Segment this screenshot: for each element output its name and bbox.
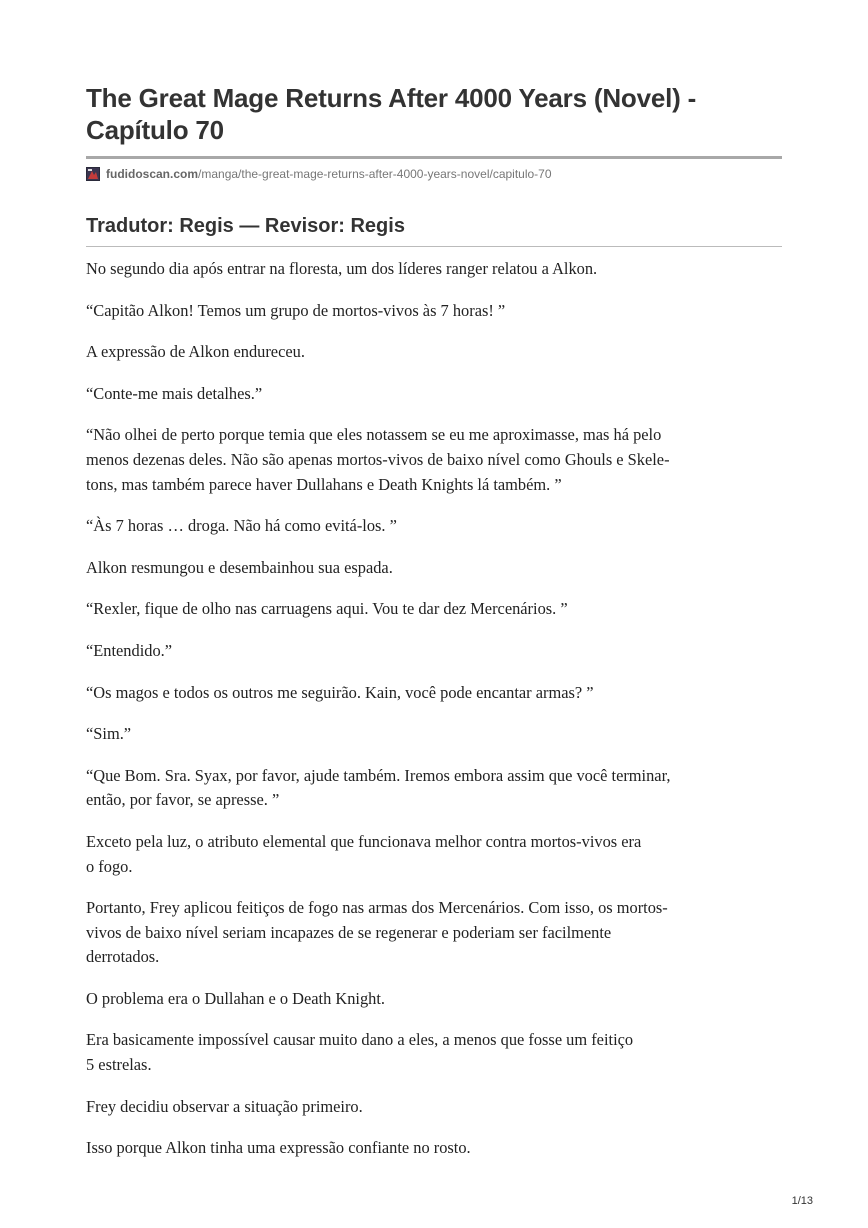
paragraph: “Não olhei de perto porque temia que eles notassem se eu me aproximasse, mas há pelo menos dezenas deles. Não são apenas mortos-vivos de baixo nível como Ghouls e Skele- tons, mas também parece haver Dullahans e Death Knights lá também. ” [86,425,670,494]
paragraph: “Às 7 horas … droga. Não há como evitá-los. ” [86,516,397,536]
page-number: 1/13 [791,1195,813,1207]
title-divider [86,156,782,159]
paragraph: “Capitão Alkon! Temos um grupo de mortos-vivos às 7 horas! ” [86,300,506,320]
paragraph: O problema era o Dullahan e o Death Knight. [86,988,386,1008]
heading-divider [86,246,782,247]
source-domain[interactable]: fudidoscan.com [106,167,199,181]
paragraph: Portanto, Frey aplicou feitiços de fogo nas armas dos Mercenários. Com isso, os mortos- vivos de baixo nível seriam incapazes de se regenerar e poderiam ser facilmente derrotados. [86,898,668,967]
page-title [86,82,782,146]
title-line-1: The Great Mage Returns After 4000 Years (Novel) - [86,83,697,113]
paragraph: Era basicamente impossível causar muito dano a eles, a menos que fosse um feitiço 5 estrelas. [86,1030,634,1075]
paragraph: “Entendido.” [86,640,173,660]
paragraph: A expressão de Alkon endureceu. [86,342,305,362]
section-heading: Tradutor: Regis — Revisor: Regis [86,215,405,237]
paragraph: No segundo dia após entrar na floresta, um dos líderes ranger relatou a Alkon. [86,259,598,278]
paragraph: “Rexler, fique de olho nas carruagens aqui. Vou te dar dez Mercenários. ” [86,599,568,619]
paragraph: “Conte-me mais detalhes.” [86,383,263,403]
paragraph: Alkon resmungou e desembainhou sua espada. [86,557,393,577]
paragraph: “Sim.” [86,724,132,744]
paragraph: Isso porque Alkon tinha uma expressão confiante no rosto. [86,1138,471,1158]
document-page [86,0,782,1178]
paragraph: “Os magos e todos os outros me seguirão. Kain, você pode encantar armas? ” [86,682,594,702]
paragraph: “Que Bom. Sra. Syax, por favor, ajude também. Iremos embora assim que você terminar, então, por favor, se apresse. ” [86,765,671,810]
source-url[interactable] [86,166,782,182]
title-line-2: Capítulo 70 [86,115,224,145]
source-path[interactable]: /manga/the-great-mage-returns-after-4000-years-novel/capitulo-70 [198,167,552,181]
paragraph: Exceto pela luz, o atributo elemental que funcionava melhor contra mortos-vivos era o fogo. [86,831,642,876]
paragraph: Frey decidiu observar a situação primeiro. [86,1096,363,1116]
site-favicon-icon [86,167,100,181]
chapter-content [86,257,782,1161]
